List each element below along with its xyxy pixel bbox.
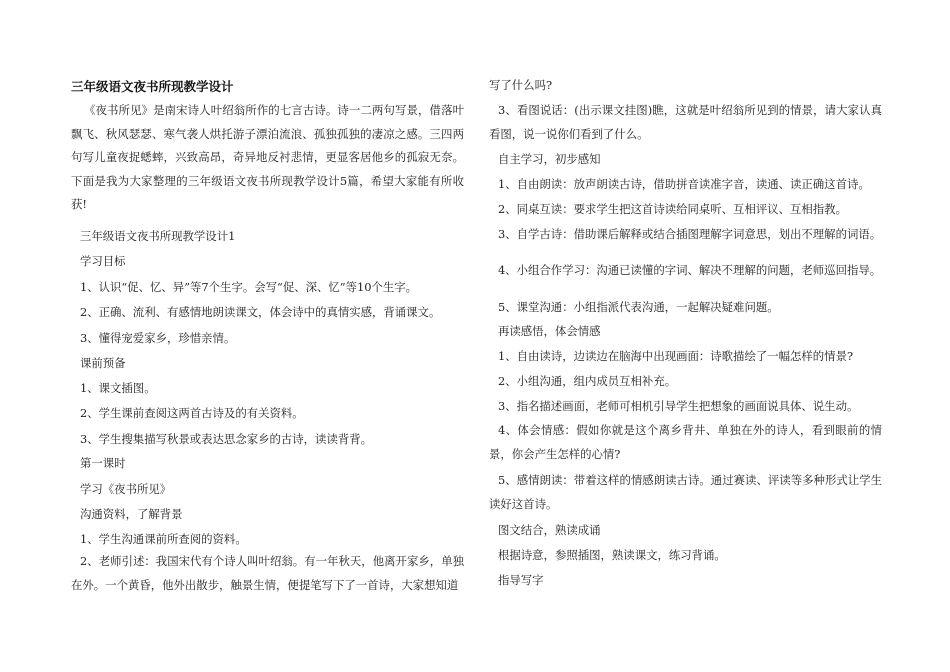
list-item: 1、自由读诗，边读边在脑海中出现画面：诗歌描绘了一幅怎样的情景?: [498, 349, 854, 363]
list-item: 1、课文插图。: [80, 381, 156, 395]
list-item: 2、同桌互读：要求学生把这首诗读给同桌听、互相评议、互相指教。: [498, 202, 847, 216]
subheading: 自主学习，初步感知: [498, 152, 601, 166]
list-item: 3、指名描述画面，老师可相机引导学生把想象的画面说具体、说生动。: [498, 399, 859, 413]
list-item: 1、自由朗读：放声朗读古诗，借助拼音读准字音，读通、读正确这首诗。: [498, 177, 870, 191]
list-item: 根据诗意，参照插图，熟读课文，练习背诵。: [498, 548, 726, 562]
continued-line: 写了什么吗?: [489, 78, 553, 92]
subheading: 图文结合，熟读成诵: [498, 523, 601, 537]
subheading: 学习《夜书所见》: [80, 482, 172, 496]
list-item: 1、学生沟通课前所查阅的资料。: [80, 532, 247, 546]
list-item: 3、看图说话：(出示课文挂图)瞧，这就是叶绍翁所见到的情景，请大家认真看图，说一说你们看到了什么。: [489, 103, 882, 141]
list-item: 4、体会情感：假如你就是这个离乡背井、单独在外的诗人，看到眼前的情景，你会产生怎样的心情?: [489, 423, 882, 461]
list-item: 2、老师引述：我国宋代有个诗人叫叶绍翁。有一年秋天，他离开家乡，单独在外。一个黄昏，他外出散步，触景生情，便提笔写下了一首诗，大家想知道: [71, 554, 464, 592]
subheading: 课前预备: [80, 356, 126, 370]
subheading: 沟通资料，了解背景: [80, 507, 183, 521]
subheading: 指导写字: [498, 573, 544, 587]
list-item: 2、学生课前查阅这两首古诗及的有关资料。: [80, 406, 304, 420]
list-item: 5、课堂沟通：小组指派代表沟通，一起解决疑难问题。: [498, 300, 779, 314]
list-item: 3、懂得宠爱家乡，珍惜亲情。: [80, 331, 236, 345]
list-item: 4、小组合作学习：沟通已读懂的字词、解决不理解的问题，老师巡回指导。: [498, 263, 882, 277]
list-item: 3、学生搜集描写秋景或表达思念家乡的古诗，读读背背。: [80, 432, 373, 446]
list-item: 2、正确、流利、有感情地朗读课文，体会诗中的真情实感，背诵课文。: [80, 305, 441, 319]
list-item: 5、感情朗读：带着这样的情感朗读古诗。通过赛读、评读等多种形式让学生读好这首诗。: [489, 473, 882, 511]
subheading: 第一课时: [80, 456, 126, 470]
subheading: 再读感悟，体会情感: [498, 324, 601, 338]
section-heading: 三年级语文夜书所现教学设计1: [80, 229, 236, 243]
document-title: 三年级语文夜书所现教学设计: [71, 79, 234, 94]
list-item: 1、认识“促、忆、异”等7个生字。会写“促、深、忆”等10个生字。: [80, 280, 418, 294]
list-item: 3、自学古诗：借助课后解释或结合插图理解字词意思，划出不理解的词语。: [498, 227, 882, 241]
intro-paragraph: 《夜书所见》是南宋诗人叶绍翁所作的七言古诗。诗一二两句写景，借落叶飘飞、秋风瑟瑟、寒气袭人烘托游子漂泊流浪、孤独孤独的凄凉之感。三四两句写儿童夜捉蟋蟀，兴致高昂，奇异地反衬悲情，更显客居他乡的孤寂无奈。下面是我为大家整理的三年级语文夜书所现教学设计5篇，希望大家能有所收获!: [71, 103, 464, 212]
subheading: 学习目标: [80, 254, 126, 268]
list-item: 2、小组沟通，组内成员互相补充。: [498, 374, 677, 388]
